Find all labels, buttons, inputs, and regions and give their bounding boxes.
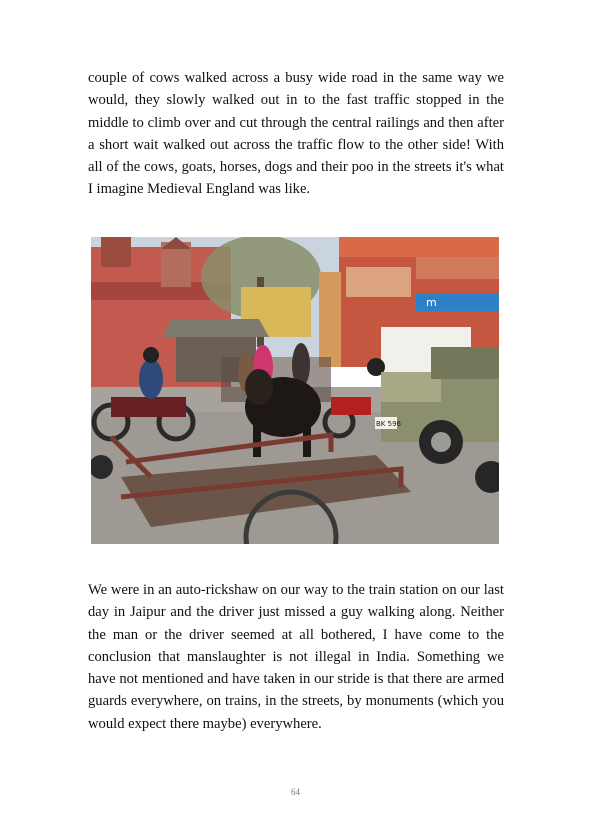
page-number: 64 <box>291 787 300 797</box>
kiosk-roof <box>163 319 269 337</box>
street-scene-photo <box>91 237 499 544</box>
body-paragraph-1: couple of cows walked across a busy wide road in the same way we would, they slowly walked out in to the fast traffic stopped in the middle to climb over and cut through the central railings and then after a short wait walked out across the traffic flow to the other side! With all of the cows, goats, horses, dogs and their poo in the streets it's what I imagine Medieval England was like. <box>88 70 504 198</box>
blue-sign-text: m <box>426 296 437 309</box>
license-plate-text: BK 596 <box>376 420 401 428</box>
body-paragraph-2: We were in an auto-rickshaw on our way to the train station on our last day in Jaipur and the driver just missed a guy walking along. Neither the man or the driver seemed at all bothered, I have come to the conclusion that manslaughter is not illegal in India. Something we have not mentioned and have taken in our stride is that there are armed guards everywhere, on trains, in the streets, by monuments (which you would expect there maybe) everywhere. <box>88 582 504 732</box>
